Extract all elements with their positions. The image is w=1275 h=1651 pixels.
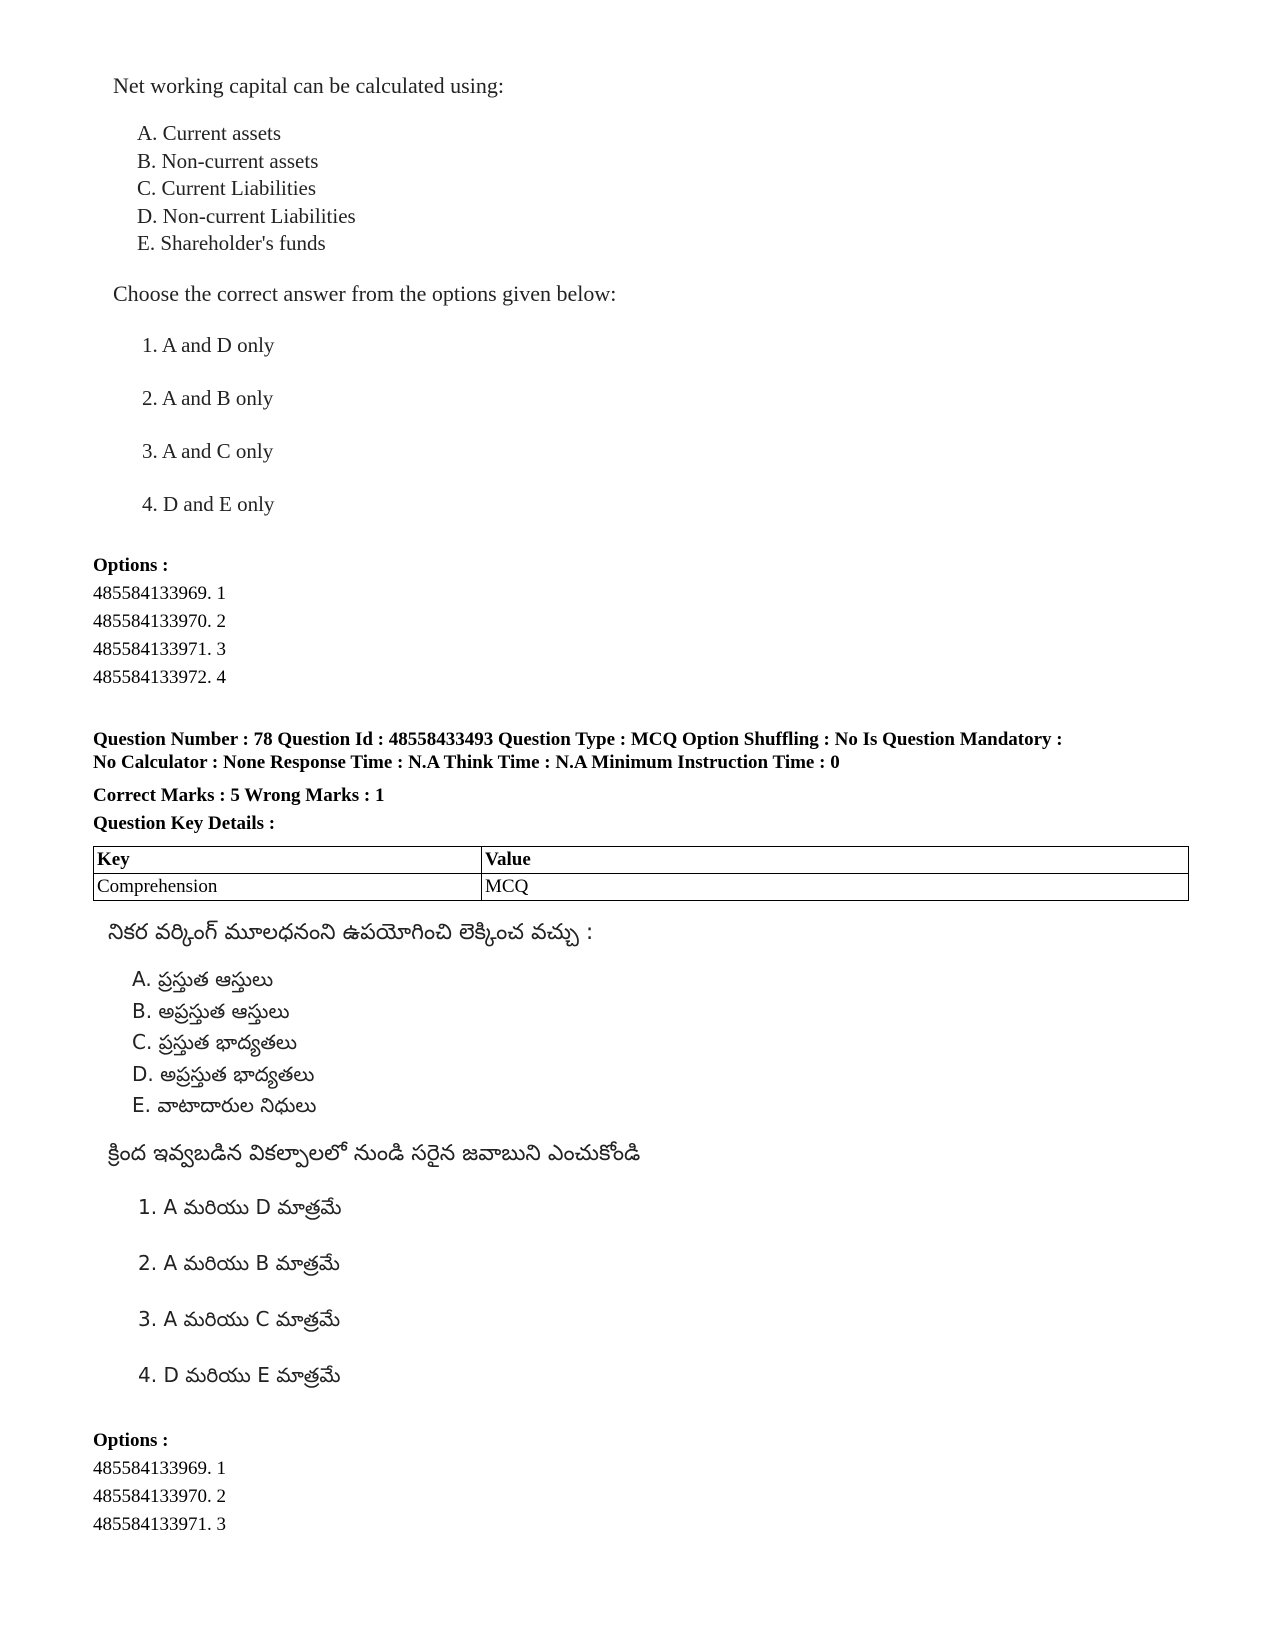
choice-list [142, 331, 713, 518]
choice-list [138, 1192, 828, 1390]
choice-item: 1. A and D only [142, 332, 275, 357]
question-stem: నికర వర్కింగ్ మూలధనంని ఉపయోగించి లెక్కించ వచ్చు : [108, 920, 594, 945]
option-id-line: 485584133971. 3 [93, 639, 226, 660]
table-row [94, 874, 1189, 901]
question-meta-line: No Calculator : None Response Time : N.A Think Time : N.A Minimum Instruction Time : 0 [93, 752, 840, 773]
question-meta [93, 728, 1203, 774]
statement-item: C. Current Liabilities [137, 176, 317, 200]
table-header-row [94, 847, 1189, 874]
choice-item: 1. A మరియు D మాత్రమే [138, 1194, 342, 1219]
statement-item: A. ప్రస్తుత ఆస్తులు [132, 967, 274, 991]
statement-item: B. Non-current assets [137, 148, 319, 173]
option-id-line: 485584133970. 2 [93, 611, 226, 632]
choice-item: 4. D మరియు E మాత్రమే [138, 1362, 341, 1387]
options-block [93, 1427, 226, 1539]
choice-item: 4. D and E only [142, 491, 275, 516]
option-id-line: 485584133971. 3 [93, 1514, 226, 1535]
question-key-table [93, 846, 1189, 901]
option-id-line: 485584133969. 1 [93, 1458, 226, 1479]
statement-item: D. అప్రస్తుత భాద్యతలు [132, 1061, 315, 1086]
choice-item: 3. A and C only [142, 438, 274, 463]
statement-item: D. Non-current Liabilities [137, 203, 356, 228]
option-id-line: 485584133972. 4 [93, 667, 226, 688]
statement-item: A. Current assets [137, 121, 282, 145]
table-header-value: Value [482, 847, 1189, 874]
statement-item: B. అప్రస్తుత ఆస్తులు [132, 998, 290, 1023]
statement-list [137, 120, 713, 258]
marks-line: Correct Marks : 5 Wrong Marks : 1 [93, 785, 385, 806]
statement-list [132, 964, 828, 1122]
table-header-key: Key [94, 847, 482, 874]
options-heading: Options : [93, 1430, 169, 1451]
choice-item: 3. A మరియు C మాత్రమే [138, 1306, 341, 1331]
statement-item: C. ప్రస్తుత భాద్యతలు [132, 1030, 298, 1054]
statement-item: E. Shareholder's funds [137, 231, 326, 255]
question-stem: Net working capital can be calculated using: [113, 73, 504, 98]
choice-item: 2. A and B only [142, 385, 274, 410]
telugu-question-image [108, 918, 828, 1390]
statement-item: E. వాటాదారుల నిధులు [132, 1093, 317, 1117]
choice-item: 2. A మరియు B మాత్రమే [138, 1250, 340, 1275]
question-instruction: క్రింద ఇవ్వబడిన వికల్పాలలో నుండి సరైన జవాబుని ఎంచుకోండి [108, 1140, 641, 1166]
options-heading: Options : [93, 555, 169, 576]
option-id-line: 485584133970. 2 [93, 1486, 226, 1507]
question-instruction: Choose the correct answer from the options given below: [113, 280, 617, 306]
option-id-line: 485584133969. 1 [93, 583, 226, 604]
english-question-image [113, 72, 713, 518]
table-cell: Comprehension [94, 874, 482, 901]
table-cell: MCQ [482, 874, 1189, 901]
question-meta-line: Question Number : 78 Question Id : 48558433493 Question Type : MCQ Option Shuffling : No Is Question Mandatory : [93, 729, 1063, 750]
key-details-heading: Question Key Details : [93, 813, 276, 834]
options-block [93, 552, 226, 692]
